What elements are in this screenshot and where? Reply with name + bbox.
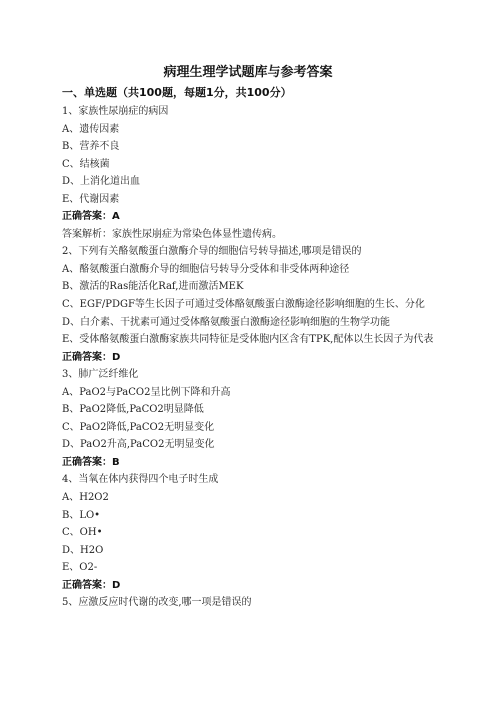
option-line: E、代谢因素 [62, 193, 120, 205]
correct-answer: 正确答案：D [62, 351, 121, 363]
option-line: D、白介素、干扰素可通过受体酪氨酸蛋白激酶途径影响细胞的生物学功能 [62, 316, 391, 328]
question-stem: 4、当氧在体内获得四个电子时生成 [62, 474, 219, 486]
option-line: C、EGF/PDGF等生长因子可通过受体酪氨酸蛋白激酶途径影响细胞的生长、分化 [62, 299, 425, 311]
option-line: B、激活的Ras能活化Raf,进而激活MEK [62, 281, 244, 293]
option-line: D、PaO2升高,PaCO2无明显变化 [62, 439, 215, 451]
option-line: B、LO• [62, 509, 101, 521]
option-line: A、H2O2 [62, 492, 109, 504]
section-heading: 一、单选题（共100题，每题1分，共100分） [62, 86, 292, 99]
question-list [62, 103, 442, 612]
option-line: A、遗传因素 [62, 123, 120, 135]
option-line: C、PaO2降低,PaCO2无明显变化 [62, 421, 215, 433]
correct-answer: 正确答案：A [62, 211, 120, 223]
correct-answer: 正确答案：D [62, 579, 121, 591]
option-line: D、上消化道出血 [62, 176, 141, 188]
option-line: A、酪氨酸蛋白激酶介导的细胞信号转导分受体和非受体两种途径 [62, 263, 350, 275]
option-line: E、O2- [62, 562, 98, 574]
option-line: D、H2O [62, 544, 104, 556]
question-stem: 3、肺广泛纤维化 [62, 369, 139, 381]
option-line: A、PaO2与PaCO2呈比例下降和升高 [62, 386, 231, 398]
option-line: B、PaO2降低,PaCO2明显降低 [62, 404, 204, 416]
option-line: B、营养不良 [62, 141, 120, 153]
option-line: C、结核菌 [62, 158, 110, 170]
option-line: E、受体酪氨酸蛋白激酶家族共同特征是受体胞内区含有TPK,配体以生长因子为代表 [62, 334, 434, 346]
document-title: 病理生理学试题库与参考答案 [163, 65, 333, 80]
correct-answer: 正确答案：B [62, 456, 120, 468]
answer-explanation: 答案解析：家族性尿崩症为常染色体显性遗传病。 [62, 228, 282, 240]
question-stem: 5、应激反应时代谢的改变,哪一项是错误的 [62, 597, 252, 609]
question-stem: 2、下列有关酪氨酸蛋白激酶介导的细胞信号转导描述,哪项是错误的 [62, 246, 362, 258]
option-line: C、OH• [62, 527, 103, 539]
question-stem: 1、家族性尿崩症的病因 [62, 106, 169, 117]
